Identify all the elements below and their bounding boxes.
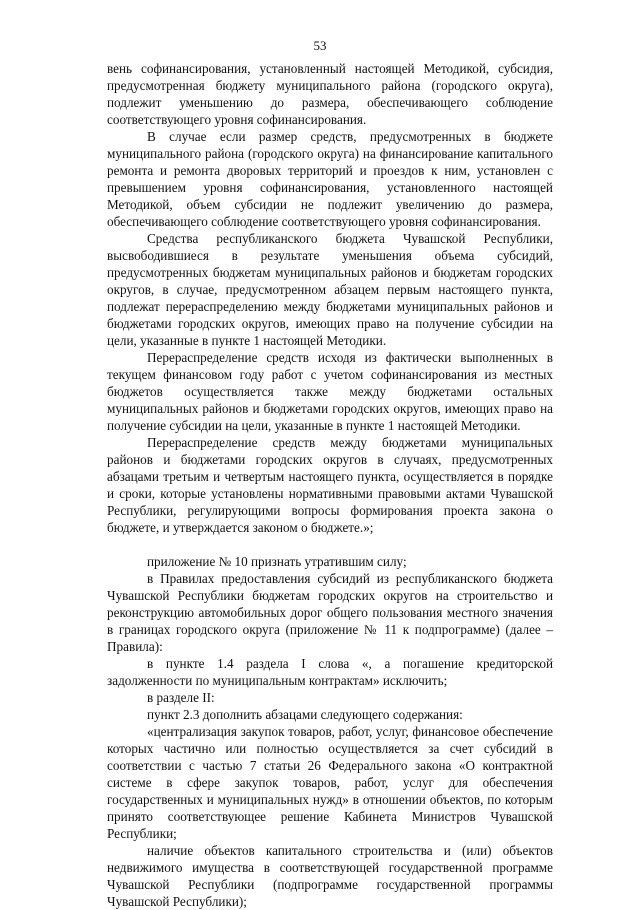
paragraph: пункт 2.3 дополнить абзацами следующего содержания:: [147, 707, 463, 722]
paragraph: в Правилах предоставления субсидий из республиканского бюджета Чувашской Республики бюджетам городских округов на строительство и реконструкцию автомобильных дорог общего пользования местного значения в границах городского округа (приложение № 11 к подпрограмме) (далее – Правила):: [107, 571, 553, 654]
paragraph-spacer: [107, 536, 553, 553]
paragraph: вень софинансирования, установленный настоящей Методикой, субсидия, предусмотренная бюджету муниципального района (городского округа), подлежит уменьшению до размера, обеспечивающего соблюдение соответствующего уровня софинансирования.: [107, 61, 553, 127]
paragraph: в пункте 1.4 раздела I слова «, а погашение кредиторской задолженности по муниципальным контрактам» исключить;: [107, 656, 553, 688]
paragraph: в разделе II:: [147, 690, 215, 705]
paragraph: наличие объектов капитального строительства и (или) объектов недвижимого имущества в соответствующей государственной программе Чувашской Республики (подпрограмме государственной программы Чувашской Республики);: [107, 843, 553, 909]
paragraph: Перераспределение средств исходя из фактически выполненных в текущем финансовом году работ с учетом софинансирования из местных бюджетов осуществляется также между бюджетами остальных муниципальных районов и бюджетами городских округов, имеющих право на получение субсидии на цели, указанные в пункте 1 настоящей Методики.: [107, 350, 553, 433]
document-body: [107, 60, 553, 910]
page-number: 53: [313, 38, 327, 53]
paragraph: приложение № 10 признать утратившим силу;: [147, 554, 407, 569]
paragraph: Перераспределение средств между бюджетами муниципальных районов и бюджетами городских округов в случаях, предусмотренных абзацами третьим и четвертым настоящего пункта, осуществляется в порядке и сроки, которые установлены нормативными правовыми актами Чувашской Республики, регулирующими вопросы формирования проекта закона о бюджете, и утверждается законом о бюджете.»;: [107, 435, 553, 535]
paragraph: Средства республиканского бюджета Чувашской Республики, высвободившиеся в результате уменьшения объема субсидий, предусмотренных бюджетам муниципальных районов и бюджетам городских округов, в случае, предусмотренном абзацем первым настоящего пункта, подлежат перераспределению между бюджетами муниципальных районов и бюджетами городских округов, имеющих право на получение субсидии на цели, указанные в пункте 1 настоящей Методики.: [107, 231, 553, 348]
paragraph: «централизация закупок товаров, работ, услуг, финансовое обеспечение которых частично или полностью осуществляется за счет субсидий в соответствии с частью 7 статьи 26 Федерального закона «О контрактной системе в сфере закупок товаров, работ, услуг для обеспечения государственных и муниципальных нужд» в отношении объектов, по которым принято соответствующее решение Кабинета Министров Чувашской Республики;: [107, 724, 553, 841]
paragraph: В случае если размер средств, предусмотренных в бюджете муниципального района (городского округа) на финансирование капитального ремонта и ремонта дворовых территорий и проездов к ним, установлен с превышением уровня софинансирования, установленного настоящей Методикой, объем субсидии не подлежит увеличению до размера, обеспечивающего соблюдение соответствующего уровня софинансирования.: [107, 129, 553, 229]
